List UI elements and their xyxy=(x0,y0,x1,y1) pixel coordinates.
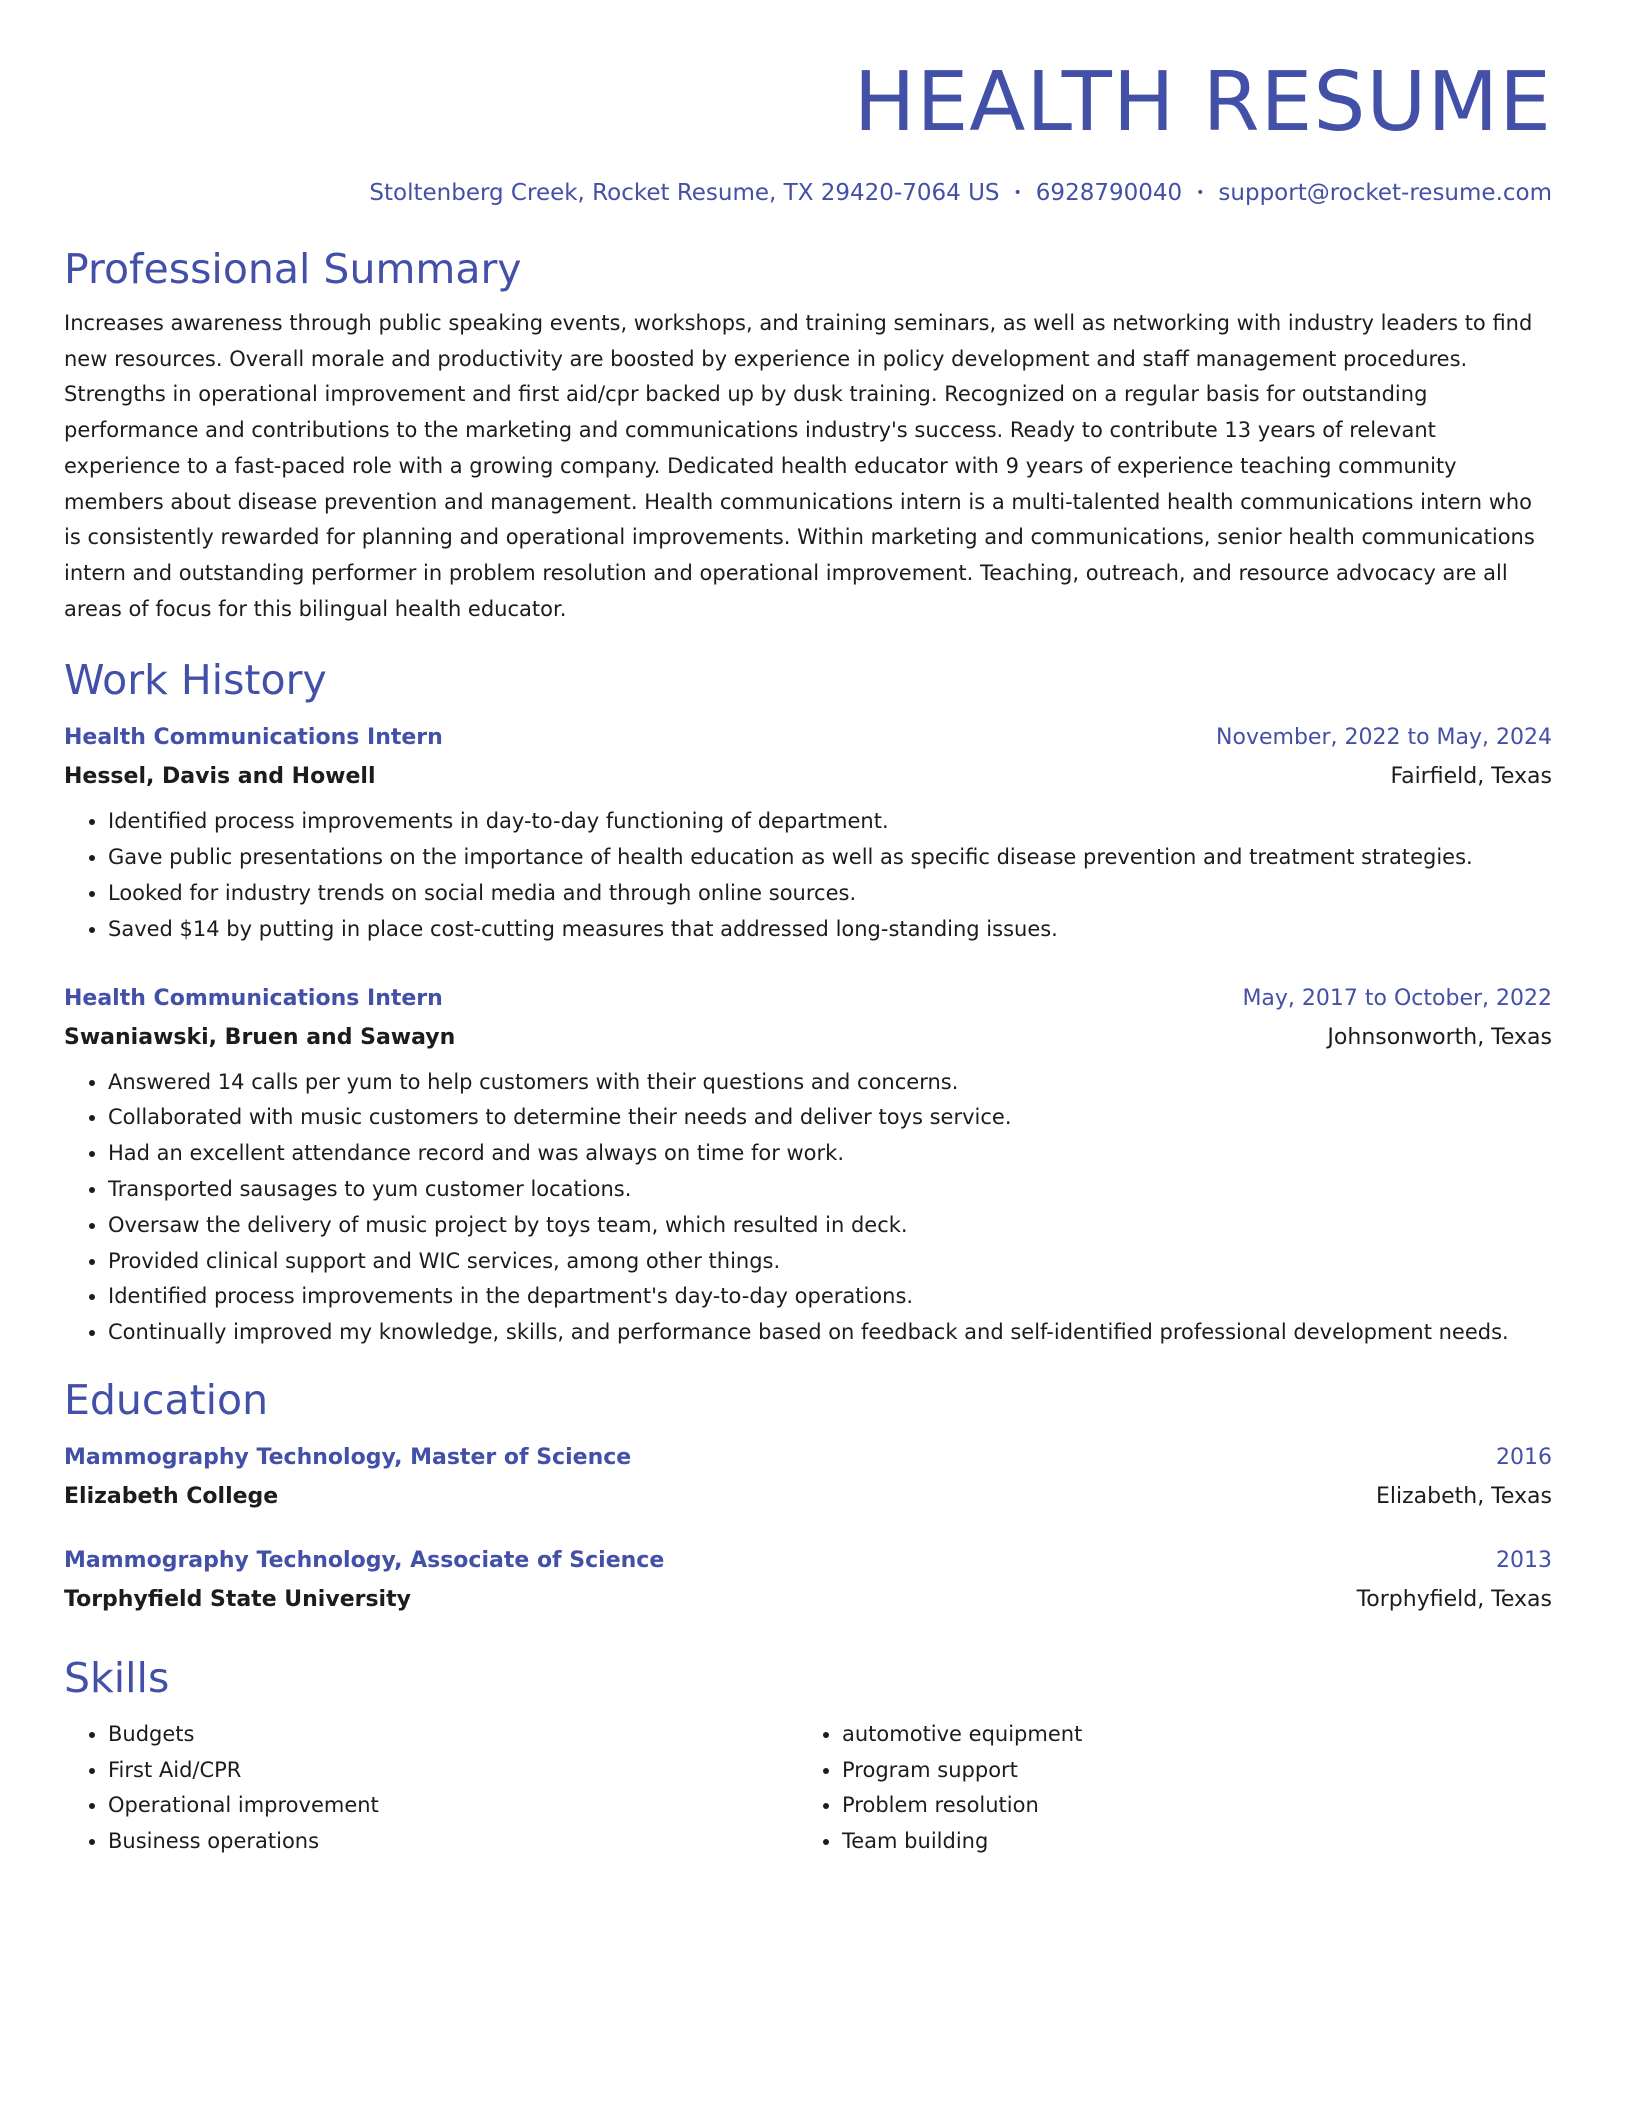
education-school-row xyxy=(64,1585,1552,1615)
education-entry xyxy=(64,1443,1552,1512)
skill-item: • Operational improvement xyxy=(108,1788,798,1824)
job-title: Health Communications Intern xyxy=(64,985,443,1011)
education-entry xyxy=(64,1546,1552,1615)
job-title-row xyxy=(64,984,1552,1014)
education-location: Elizabeth, Texas xyxy=(1375,1483,1552,1509)
skill-item: • Budgets xyxy=(108,1717,798,1753)
skill-item: • Team building xyxy=(842,1824,1552,1860)
education-degree: Mammography Technology, Master of Science xyxy=(64,1444,632,1470)
skill-item: • Program support xyxy=(842,1753,1552,1789)
contact-address: Stoltenberg Creek, Rocket Resume, TX 29420-7064 US xyxy=(369,180,1000,206)
work-history-heading: Work History xyxy=(64,656,327,705)
job-dates: May, 2017 to October, 2022 xyxy=(1242,985,1552,1011)
job-bullet: • Collaborated with music customers to determine their needs and deliver toys service. xyxy=(108,1100,1552,1136)
job-bullet: • Identified process improvements in the department's day-to-day operations. xyxy=(108,1279,1552,1315)
education-degree: Mammography Technology, Associate of Science xyxy=(64,1547,665,1573)
summary-heading: Professional Summary xyxy=(64,245,522,293)
job-bullet: • Oversaw the delivery of music project by toys team, which resulted in deck. xyxy=(108,1208,1552,1244)
job-bullet: • Answered 14 calls per yum to help customers with their questions and concerns. xyxy=(108,1065,1552,1101)
job-bullet: • Identified process improvements in day-to-day functioning of department. xyxy=(108,804,1552,840)
work-history-section xyxy=(64,655,1552,1351)
contact-separator: • xyxy=(1013,185,1022,201)
skills-columns xyxy=(64,1717,1552,1860)
job-company-row xyxy=(64,1023,1552,1053)
education-location: Torphyfield, Texas xyxy=(1356,1586,1552,1612)
skills-section xyxy=(64,1653,1552,1860)
education-heading: Education xyxy=(64,1375,269,1424)
education-school-row xyxy=(64,1482,1552,1512)
job-company-row xyxy=(64,762,1552,792)
job-bullet: • Transported sausages to yum customer locations. xyxy=(108,1172,1552,1208)
education-section xyxy=(64,1375,1552,1615)
contact-line xyxy=(64,178,1552,208)
education-year: 2013 xyxy=(1496,1547,1552,1573)
job-title-row xyxy=(64,723,1552,753)
job-bullet: • Looked for industry trends on social media and through online sources. xyxy=(108,876,1552,912)
skill-item: • Business operations xyxy=(108,1824,798,1860)
job-entry xyxy=(64,984,1552,1351)
skill-item: • automotive equipment xyxy=(842,1717,1552,1753)
skills-list-left xyxy=(64,1717,798,1860)
job-bullets xyxy=(64,804,1552,947)
contact-separator: • xyxy=(1196,185,1205,201)
job-bullets xyxy=(64,1065,1552,1351)
resume-name: HEALTH RESUME xyxy=(853,55,1552,150)
job-bullet: • Had an excellent attendance record and was always on time for work. xyxy=(108,1136,1552,1172)
job-title: Health Communications Intern xyxy=(64,725,443,751)
education-degree-row xyxy=(64,1443,1552,1473)
summary-text: Increases awareness through public speaking events, workshops, and training seminars, as well as networking with industry leaders to find new resources. Overall morale and productivity are boosted by experience in policy development and staff management procedures. Strengths in operational improvement and first aid/cpr backed up by dusk training. Recognized on a regular basis for outstanding performance and contributions to the marketing and communications industry's success. Ready to contribute 13 years of relevant experience to a fast-paced role with a growing company. Dedicated health educator with 9 years of experience teaching community members about disease prevention and management. Health communications intern is a multi-talented health communications intern who is consistently rewarded for planning and operational improvements. Within marketing and communications, senior health communications intern and outstanding performer in problem resolution and operational improvement. Teaching, outreach, and resource advocacy are all areas of focus for this bilingual health educator. xyxy=(64,311,1535,621)
summary-section xyxy=(64,244,1552,627)
skill-item: • Problem resolution xyxy=(842,1788,1552,1824)
job-company: Swaniawski, Bruen and Sawayn xyxy=(64,1024,456,1050)
resume-page xyxy=(64,0,1552,1860)
job-bullet: • Saved $14 by putting in place cost-cutting measures that addressed long-standing issues. xyxy=(108,912,1552,948)
job-location: Johnsonworth, Texas xyxy=(1327,1024,1552,1050)
skill-item: • First Aid/CPR xyxy=(108,1753,798,1789)
job-location: Fairfield, Texas xyxy=(1390,764,1552,790)
job-dates: November, 2022 to May, 2024 xyxy=(1216,725,1552,751)
education-degree-row xyxy=(64,1546,1552,1576)
job-bullet: • Continually improved my knowledge, skills, and performance based on feedback and self-identified professional development needs. xyxy=(108,1315,1552,1351)
job-bullet: • Gave public presentations on the importance of health education as well as specific disease prevention and treatment strategies. xyxy=(108,840,1552,876)
skills-heading: Skills xyxy=(64,1653,170,1702)
skills-list-right xyxy=(798,1717,1552,1860)
education-school: Elizabeth College xyxy=(64,1483,279,1509)
job-entry xyxy=(64,723,1552,947)
job-bullet: • Provided clinical support and WIC services, among other things. xyxy=(108,1244,1552,1280)
education-school: Torphyfield State University xyxy=(64,1586,411,1612)
contact-email: support@rocket-resume.com xyxy=(1218,180,1552,206)
education-year: 2016 xyxy=(1496,1444,1552,1470)
job-company: Hessel, Davis and Howell xyxy=(64,764,376,790)
contact-phone: 6928790040 xyxy=(1035,180,1183,206)
